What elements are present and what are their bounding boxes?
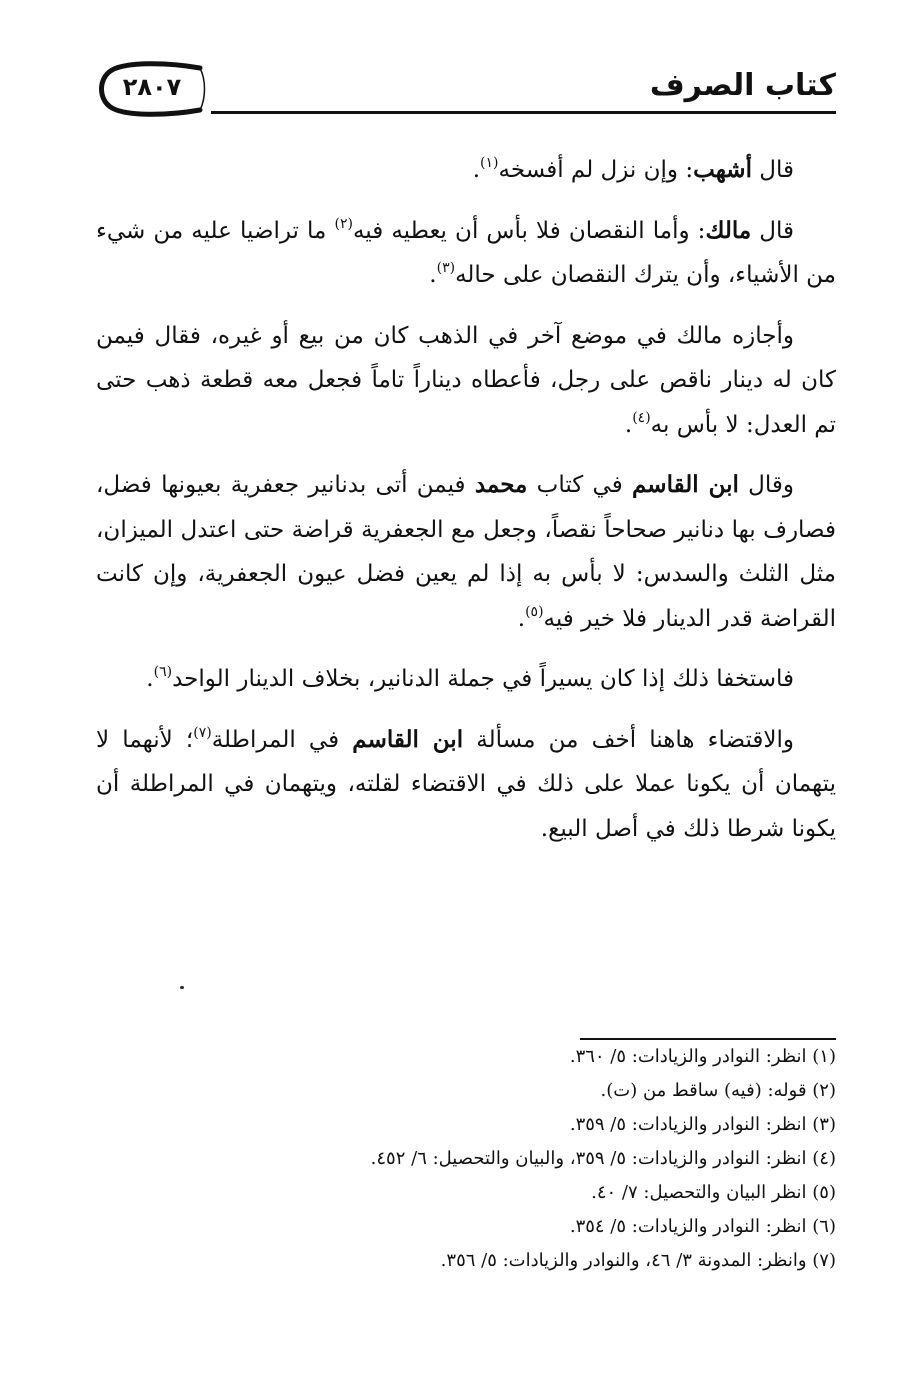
text-segment: فيمن أتى بدنانير جعفرية بعيونها فضل، فصارف بها دنانير صحاحاً نقصاً، وجعل مع الجعفرية قراضة حتى اعتدل الميزان، مثل الثلث والسدس: لا بأس به إذا لم يعين فضل عيون الجعفرية، وإن كانت القراضة قدر الدينار فلا خير فيه [96, 472, 836, 632]
text-segment: : وإن نزل لم أفسخه [498, 157, 694, 183]
bold-name: ابن القاسم [352, 725, 464, 753]
body-paragraph [96, 209, 836, 298]
text-segment: ؛ لأنهما لا يتهمان أن يكونا عملا على ذلك في الاقتضاء لقلته، ويتهمان في المراطلة أن يكونا شرطا ذلك في أصل البيع. [96, 726, 836, 842]
text-segment: ما تراضيا عليه من شيء من الأشياء، وأن يترك النقصان على حاله [96, 217, 836, 288]
footnote-item: (٧) وانظر: المدونة ٣/ ٤٦، والنوادر والزيادات: ٥/ ٣٥٦. [440, 1250, 836, 1271]
footnote-item: (١) انظر: النوادر والزيادات: ٥/ ٣٦٠. [569, 1046, 836, 1067]
body-paragraph [96, 314, 836, 448]
text-segment: . [429, 262, 437, 288]
footnote-reference: (١) [480, 155, 499, 171]
bold-name: محمد [474, 471, 528, 498]
stray-mark [180, 986, 184, 989]
bold-name: ابن القاسم [631, 471, 739, 498]
book-title: كتاب الصرف [649, 68, 836, 103]
text-segment: . [517, 605, 526, 632]
text-segment: في المراطلة [211, 726, 353, 753]
footnote-item: (٢) قوله: (فيه) ساقط من (ت). [600, 1080, 836, 1101]
footnote-reference: (٧) [193, 724, 212, 741]
footnote-reference: (٥) [525, 603, 544, 620]
text-segment: . [624, 411, 633, 438]
text-segment: فاستخفا ذلك إذا كان يسيراً في جملة الدنانير، بخلاف الدينار الواحد [172, 666, 794, 692]
footnote-reference: (٦) [153, 664, 173, 680]
footnote-item: (٥) انظر البيان والتحصيل: ٧/ ٤٠. [591, 1182, 836, 1203]
body-paragraph [96, 148, 836, 193]
footnote-reference: (٢) [334, 215, 353, 232]
footnote-item: (٤) انظر: النوادر والزيادات: ٥/ ٣٥٩، والبيان والتحصيل: ٦/ ٤٥٢. [370, 1148, 836, 1169]
body-paragraph [96, 718, 836, 852]
body-paragraph [96, 657, 836, 702]
running-header [96, 60, 836, 122]
text-segment: والاقتضاء هاهنا أخف من مسألة [463, 726, 794, 753]
footnotes [96, 1040, 836, 1278]
text-segment: . [472, 157, 481, 183]
footnote-reference: (٤) [632, 409, 651, 426]
page-number-frame [96, 60, 208, 118]
footnote-item: (٣) انظر: النوادر والزيادات: ٥/ ٣٥٩. [569, 1114, 836, 1135]
text-segment: . [146, 666, 154, 692]
text-segment: وقال [738, 472, 794, 498]
text-segment: وأجازه مالك في موضع آخر في الذهب كان من بيع أو غيره، فقال فيمن كان له دينار ناقص على رجل، فأعطاه ديناراً تاماً فجعل معه قطعة ذهب حتى تم العدل: لا بأس به [96, 322, 836, 438]
page-number: ٢٨٠٧ [122, 73, 182, 101]
footnote-item: (٦) انظر: النوادر والزيادات: ٥/ ٣٥٤. [569, 1216, 836, 1237]
bold-name: أشهب [693, 156, 752, 183]
body-paragraph [96, 463, 836, 641]
bold-name: مالك [705, 216, 752, 244]
main-text [96, 148, 836, 867]
header-rule [211, 111, 836, 114]
text-segment: في كتاب [527, 472, 632, 498]
text-segment: قال [751, 217, 794, 244]
footnote-reference: (٣) [436, 260, 456, 276]
text-segment: قال [751, 157, 794, 183]
text-segment: : وأما النقصان فلا بأس أن يعطيه فيه [352, 217, 706, 244]
